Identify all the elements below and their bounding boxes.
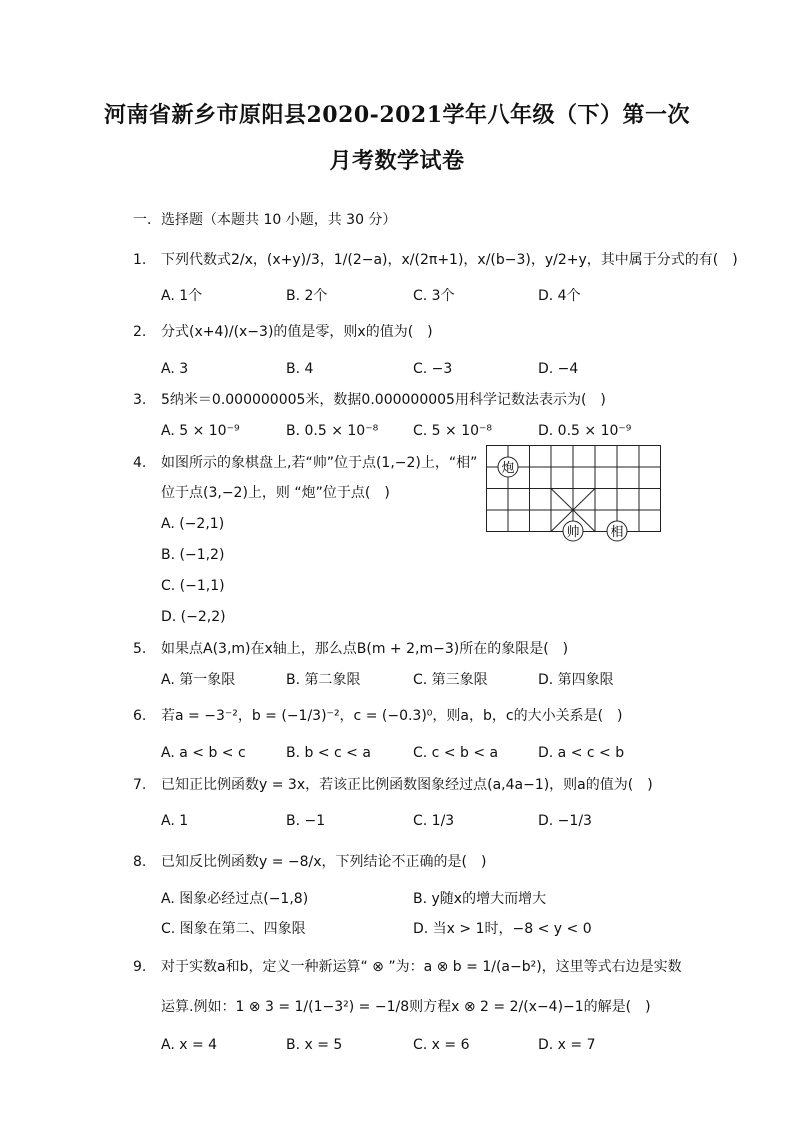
option-c: C. 3个 (413, 288, 455, 304)
section-heading: 一．选择题（本题共 10 小题，共 30 分） (133, 212, 397, 228)
option-d: D. (−2,2) (161, 609, 226, 625)
option-d: D. 0.5 × 10⁻⁹ (538, 423, 632, 439)
option-a: A. a < b < c (161, 745, 246, 761)
chessboard-figure (486, 445, 666, 545)
option-a: A. 1 (161, 813, 189, 829)
question-number: 2. (133, 324, 147, 340)
option-c: C. −3 (413, 361, 453, 377)
option-d: D. −1/3 (538, 813, 592, 829)
question-text-cont: 运算.例如：1 ⊗ 3 = 1/(1−3²) = −1/8则方程x ⊗ 2 = 2/(x−4)−1的解是( ) (161, 999, 651, 1015)
question-number: 6. (133, 708, 147, 724)
svg-text:相: 相 (610, 525, 624, 540)
question-text: 已知反比例函数y = −8/x，下列结论不正确的是( ) (161, 854, 487, 870)
question-number: 1. (133, 252, 147, 268)
option-a: A. 3 (161, 361, 189, 377)
option-d: D. −4 (538, 361, 579, 377)
option-c: C. 1/3 (413, 813, 455, 829)
svg-text:帅: 帅 (566, 525, 580, 540)
question-text: 若a = −3⁻²，b = (−1/3)⁻²，c = (−0.3)⁰，则a，b，c的大小关系是( ) (161, 708, 623, 724)
xiang-piece (607, 521, 627, 541)
option-a: A. 1个 (161, 288, 203, 304)
option-a: A. x = 4 (161, 1037, 218, 1053)
question-number: 8. (133, 854, 147, 870)
question-number: 7. (133, 777, 147, 793)
shuai-piece (563, 521, 583, 541)
option-c: C. 5 × 10⁻⁸ (413, 423, 493, 439)
question-text: 已知正比例函数y = 3x，若该正比例函数图象经过点(a,4a−1)，则a的值为( ) (161, 777, 653, 793)
option-c: C. 第三象限 (413, 672, 488, 688)
question-number: 4. (133, 455, 147, 471)
option-b: B. 2个 (286, 288, 328, 304)
option-b: B. b < c < a (286, 745, 371, 761)
svg-text:炮: 炮 (501, 461, 515, 476)
question-text: 如果点A(3,m)在x轴上，那么点B(m + 2,m−3)所在的象限是( ) (161, 641, 569, 657)
option-c: C. c < b < a (413, 745, 499, 761)
option-d: D. 第四象限 (538, 672, 614, 688)
question-text: 如图所示的象棋盘上,若“帅”位于点(1,−2)上，“相” (161, 455, 478, 471)
question-text-cont: 位于点(3,−2)上，则 “炮”位于点( ) (161, 485, 390, 501)
question-text: 分式(x+4)/(x−3)的值是零，则x的值为( ) (161, 324, 433, 340)
option-b: B. y随x的增大而增大 (413, 891, 547, 907)
option-d: D. x = 7 (538, 1037, 596, 1053)
option-c: C. x = 6 (413, 1037, 470, 1053)
question-number: 9. (133, 959, 147, 975)
option-b: B. 0.5 × 10⁻⁸ (286, 423, 379, 439)
option-a: A. 第一象限 (161, 672, 236, 688)
exam-title-line2: 月考数学试卷 (329, 148, 465, 174)
option-b: B. −1 (286, 813, 326, 829)
option-b: B. x = 5 (286, 1037, 343, 1053)
question-number: 5. (133, 641, 147, 657)
option-b: B. 第二象限 (286, 672, 361, 688)
question-text: 下列代数式2/x，(x+y)/3，1/(2−a)，x/(2π+1)，x/(b−3)，y/2+y，其中属于分式的有( ) (161, 252, 738, 268)
option-c: C. 图象在第二、四象限 (161, 921, 306, 937)
option-c: C. (−1,1) (161, 578, 225, 594)
question-number: 3. (133, 392, 147, 408)
question-text: 对于实数a和b，定义一种新运算“ ⊗ ”为：a ⊗ b = 1/(a−b²)，这里等式右边是实数 (161, 959, 682, 975)
option-b: B. 4 (286, 361, 314, 377)
option-a: A. 图象必经过点(−1,8) (161, 891, 309, 907)
question-text: 5纳米＝0.000000005米，数据0.000000005用科学记数法表示为( ) (161, 392, 606, 408)
option-a: A. (−2,1) (161, 516, 225, 532)
option-d: D. 当x > 1时，−8 < y < 0 (413, 921, 592, 937)
option-d: D. a < c < b (538, 745, 625, 761)
pao-piece (498, 457, 518, 477)
exam-title-line1: 河南省新乡市原阳县2020-2021学年八年级（下）第一次 (103, 102, 691, 128)
option-d: D. 4个 (538, 288, 581, 304)
option-a: A. 5 × 10⁻⁹ (161, 423, 240, 439)
option-b: B. (−1,2) (161, 547, 225, 563)
